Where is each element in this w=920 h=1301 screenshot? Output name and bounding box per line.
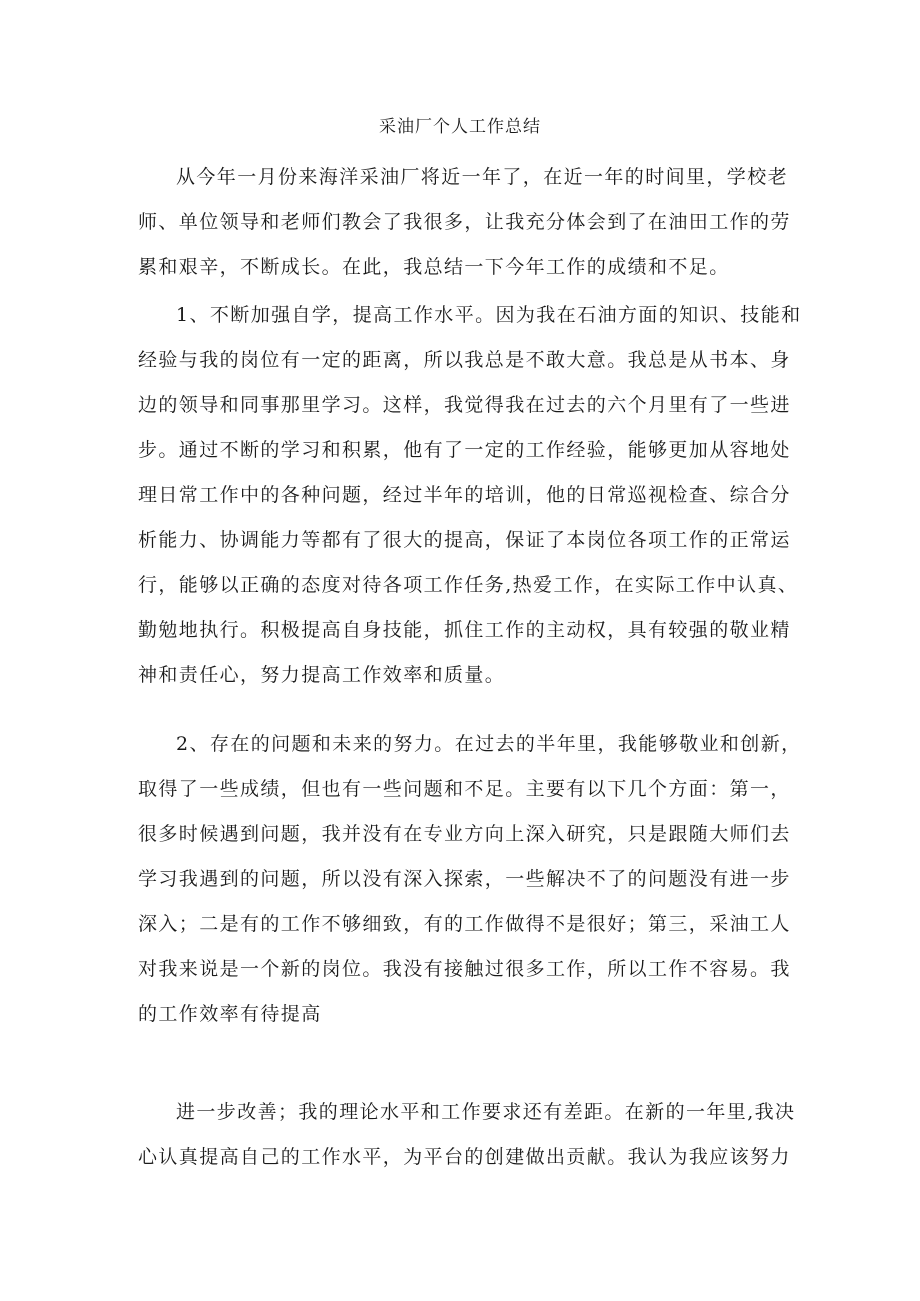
paragraph-problems: [138, 722, 802, 1037]
text-line: 很多时候遇到问题，我并没有在专业方向上深入研究，只是跟随大师们去: [138, 823, 791, 845]
text-line: 2、存在的问题和未来的努力。在过去的半年里，我能够敬业和创新，: [176, 733, 802, 755]
text-line: 深入；二是有的工作不够细致，有的工作做得不是很好；第三，采油工人: [138, 913, 791, 935]
paragraph-improvement: [138, 1090, 796, 1180]
text-line: 步。通过不断的学习和积累，他有了一定的工作经验，能够更加从容地处: [138, 439, 791, 461]
text-line: 析能力、协调能力等都有了很大的提高，保证了本岗位各项工作的正常运: [138, 529, 791, 551]
text-line: 进一步改善；我的理论水平和工作要求还有差距。在新的一年里,我决: [176, 1101, 796, 1123]
text-line: 勤勉地执行。积极提高自身技能，抓住工作的主动权，具有较强的敬业精: [138, 619, 791, 641]
document-title: 采油厂个人工作总结: [379, 117, 541, 137]
text-line: 的工作效率有待提高: [138, 1003, 322, 1025]
text-line: 从今年一月份来海洋采油厂将近一年了，在近一年的时间里，学校老: [176, 166, 789, 188]
text-line: 学习我遇到的问题，所以没有深入探索，一些解决不了的问题没有进一步: [138, 868, 791, 890]
paragraph-intro: [138, 155, 790, 290]
text-line: 对我来说是一个新的岗位。我没有接触过很多工作，所以工作不容易。我: [138, 958, 791, 980]
text-line: 取得了一些成绩，但也有一些问题和不足。主要有以下几个方面：第一，: [138, 778, 791, 800]
text-line: 累和艰辛，不断成长。在此，我总结一下今年工作的成绩和不足。: [138, 256, 730, 278]
text-line: 神和责任心，努力提高工作效率和质量。: [138, 664, 506, 686]
paragraph-self-study: [138, 293, 802, 698]
text-line: 1、不断加强自学，提高工作水平。因为我在石油方面的知识、技能和: [176, 304, 802, 326]
text-line: 理日常工作中的各种问题，经过半年的培训，他的日常巡视检查、综合分: [138, 484, 791, 506]
text-line: 经验与我的岗位有一定的距离，所以我总是不敢大意。我总是从书本、身: [138, 349, 791, 371]
text-line: 行，能够以正确的态度对待各项工作任务,热爱工作，在实际工作中认真、: [138, 574, 799, 596]
text-line: 心认真提高自己的工作水平，为平台的创建做出贡献。我认为我应该努力: [138, 1146, 791, 1168]
text-line: 师、单位领导和老师们教会了我很多，让我充分体会到了在油田工作的劳: [138, 211, 791, 233]
text-line: 边的领导和同事那里学习。这样，我觉得我在过去的六个月里有了一些进: [138, 394, 791, 416]
